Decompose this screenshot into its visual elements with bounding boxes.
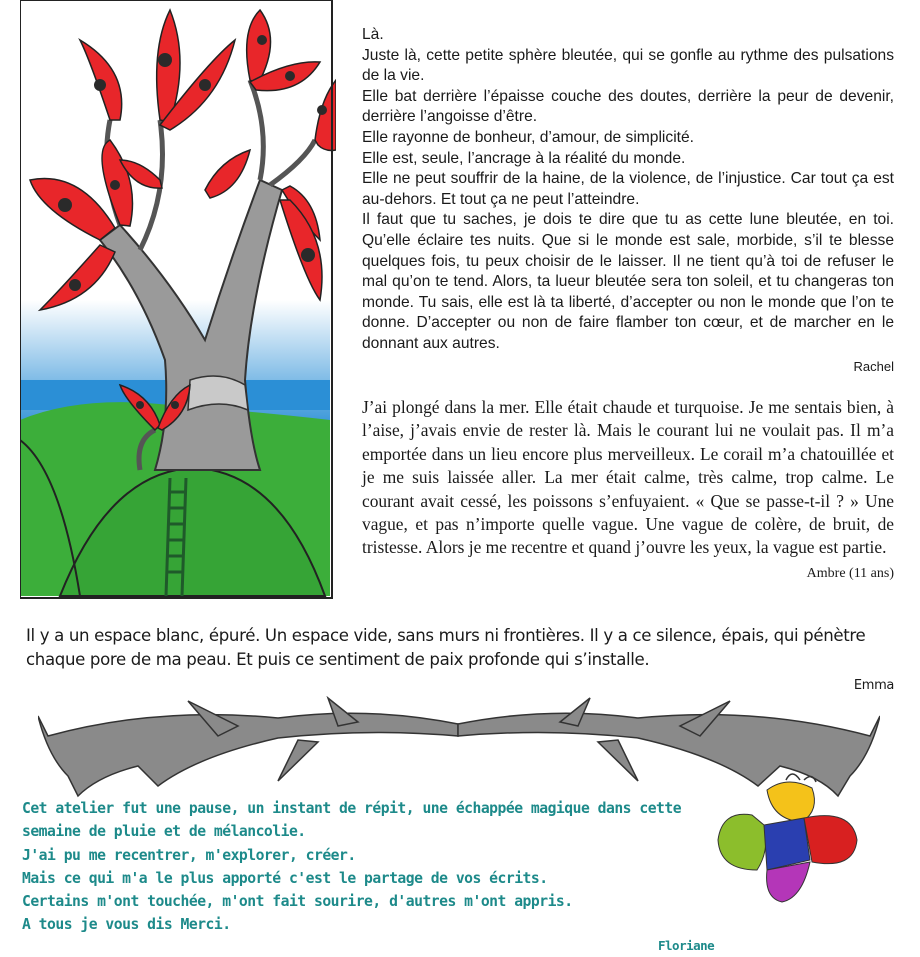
ambre-paragraph: J’ai plongé dans la mer. Elle était chaude et turquoise. Je me sentais bien, à l’aise, j’avais envie de rester là. Mais le courant lui ne voulait pas. Il m’a emportée dans un lieu encore plus merveilleux. Le corail m’a chatouillée et je me suis laissée aller. La mer était calme, très calme, trop calme. Le courant avait cessé, les poissons s’enfuyaient. « Que se passe-t-il ? » Une vague, et pas n’importe quelle vague. Une vague de colère, de bruit, de tristesse. Alors je me recentre et quand j’ouvre les yeux, la vague est partie. bbox=[362, 397, 894, 558]
rachel-paragraph: Juste là, cette petite sphère bleutée, qui se gonfle au rythme des pulsations de la vie. bbox=[362, 46, 894, 85]
text-emma bbox=[26, 624, 894, 698]
rachel-paragraph: Elle bat derrière l’épaisse couche des doutes, derrière la peur de devenir, derrière l’angoisse d’être. bbox=[362, 87, 894, 126]
floriane-line: A tous je vous dis Merci. bbox=[22, 916, 231, 934]
signature-floriane: Floriane bbox=[658, 938, 715, 953]
rachel-paragraph: Là. bbox=[362, 26, 384, 43]
text-floriane bbox=[22, 797, 722, 953]
rachel-paragraph: Il faut que tu saches, je dois te dire que tu as cette lune bleutée, en toi. Qu’elle éclaire tes nuits. Que si le monde est sale, morbide, s’il te blesse quelques fois, tu peux choisir de le laisser. Il ne tient qu’à toi de refuser le mal qu’on te tend. Alors, ta lueur bleutée sera ton soleil, et tu changeras ton monde. Tu sais, elle est là ta liberté, d’accepter ou non le monde que l’on te donne. D’accepter ou non de faire flamber ton cœur, et de marcher en le donnant aux autres. bbox=[362, 211, 894, 352]
tree-illustration bbox=[20, 0, 336, 600]
signature-emma: Emma bbox=[853, 678, 894, 693]
emma-paragraph: Il y a un espace blanc, épuré. Un espace vide, sans murs ni frontières. Il y a ce silence, épais, qui pénètre chaque pore de ma peau. Et puis ce sentiment de paix profonde qui s’installe. bbox=[26, 626, 866, 669]
text-ambre bbox=[362, 396, 894, 585]
signature-ambre: Ambre (11 ans) bbox=[806, 565, 894, 581]
rachel-paragraph: Elle est, seule, l’ancrage à la réalité du monde. bbox=[362, 149, 686, 167]
floriane-line: Cet atelier fut une pause, un instant de répit, une échappée magique dans cette bbox=[22, 800, 682, 817]
rachel-paragraph: Elle ne peut souffrir de la haine, de la violence, de l’injustice. Car tout ça est au-dehors. Et tout ça ne peut l’atteindre. bbox=[362, 170, 894, 208]
floriane-line: semaine de pluie et de mélancolie. bbox=[22, 823, 306, 841]
floriane-line: J'ai pu me recentrer, m'explorer, créer. bbox=[22, 846, 356, 864]
butterfly-illustration bbox=[712, 770, 862, 920]
poem-rachel bbox=[362, 25, 894, 377]
floriane-line: Certains m'ont touchée, m'ont fait sourire, d'autres m'ont appris. bbox=[22, 893, 573, 911]
signature-rachel: Rachel bbox=[853, 358, 894, 374]
floriane-line: Mais ce qui m'a le plus apporté c'est le partage de vos écrits. bbox=[22, 869, 548, 887]
rachel-paragraph: Elle rayonne de bonheur, d’amour, de simplicité. bbox=[362, 128, 694, 146]
